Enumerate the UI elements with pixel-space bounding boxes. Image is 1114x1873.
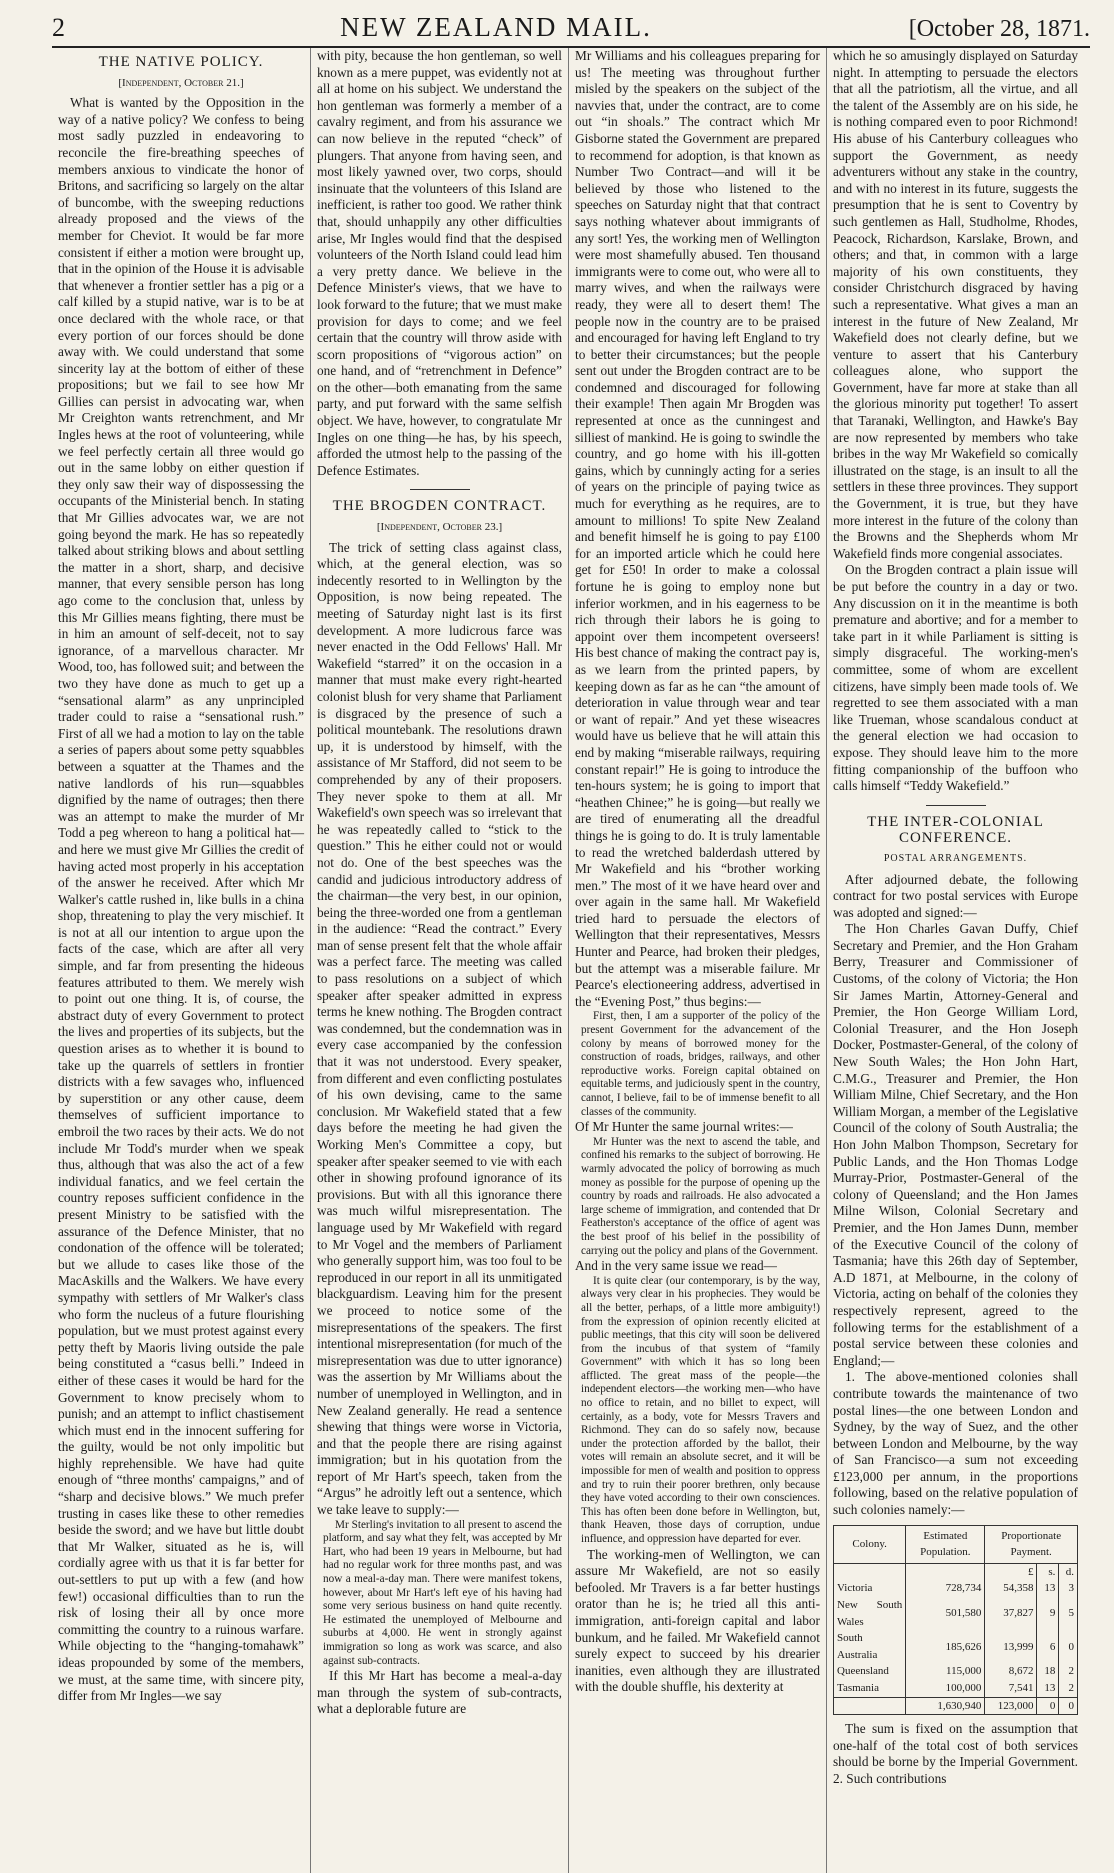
table-total-row [834, 1697, 1078, 1715]
table-unit: s. [1037, 1563, 1059, 1580]
masthead [52, 12, 1090, 48]
table-unit: d. [1059, 1563, 1078, 1580]
table-cell: 13 [1037, 1680, 1059, 1697]
table-header: Colony. [834, 1525, 906, 1563]
issue-date: [October 28, 1871. [908, 16, 1090, 42]
table-unit: £ [985, 1563, 1037, 1580]
article-paragraph: with pity, because the hon gentleman, so well known as a mere puppet, was evidently not at all at home on his subject. We understand the hon gentleman was formerly a member of a cavalry regiment, and from his assurance we can now believe in the reputed “check” of plungers. That anyone from having seen, and most likely yawned over, two corps, should insinuate that the volunteers of this Island are inefficient, is rather too good. We rather think that, should unhappily any other difficulties arise, Mr Ingles would find that the despised volunteers of the North Island could lead him a very pretty dance. We believe in the Defence Minister's views, that we have to look forward to the future; that we must make provision for days to come; and we feel certain that the country will throw aside with scorn propositions of “vigorous action” on one hand, and of “retrenchment in Defence” on the other—both emanating from the same party, and put forward with the same selfish object. We have, however, to congratulate Mr Ingles on one thing—he has, by his speech, afforded the utmost help to the passing of the Defence Estimates. [317, 48, 562, 478]
article-paragraph: The trick of setting class against class, which, at the general election, was so indecently resorted to in Wellington by the Opposition, is now being repeated. The meeting of Saturday night last is its first development. A more ludicrous farce was never enacted in the Odd Fellows' Hall. Mr Wakefield “starred” it on the occasion in a manner that must make every right-hearted colonist blush for very shame that Parliament is disgraced by the presence of such a political mountebank. The resolutions drawn up, it is understood by himself, with the assistance of Mr Stafford, did not seem to be comprehended by any of their proposers. They never spoke to them at all. Mr Wakefield's own speech was so irrelevant that he was repeatedly called to “stick to the question.” This he either could not or would not do. One of the best speeches was the candid and judicious introductory address of the chairman—the very best, in our opinion, being the three-worded one from a gentleman in the audience: “Read the contract.” Every man of sense present felt that the whole affair was a perfect farce. The meeting was called to pass resolutions on a subject of which speaker after speaker admitted in express terms he knew nothing. The Brogden contract was condemned, but the condemnation was in every case accompanied by the confession that it was not understood. Every speaker, from different and even conflicting postulates of his own devising, came to the same conclusion. Mr Wakefield stated that a few days before the meeting he had given the Working Men's Committee a copy, but speaker after speaker seemed to vie with each other in showing profound ignorance of its provisions. But with all this ignorance there was much wilful misrepresentation. The language used by Mr Wakefield with regard to Mr Vogel and the members of Parliament who generally support him, was too foul to be reproduced in our report in all its unmitigated blackguardism. Leaving him for the present we proceed to notice some of the misrepresentations of the speakers. The first intentional misrepresentation (for much of the misrepresentation was due to utter ignorance) was the assertion by Mr Williams about the number of unemployed in Wellington, and in New Zealand generally. He read a sentence shewing that things were worse in Victoria, and that the people there are rising against immigration; but in his quotation from the report of Mr Hart's speech, taken from the “Argus” he adroitly left out a sentence, which we take leave to supply:— [317, 539, 562, 1518]
table-cell [834, 1697, 906, 1715]
quoted-passage: It is quite clear (our contemporary, is by the way, always very clear in his prophecies. They would be all the better, perhaps, of a little more ambiguity!) from the expression of opinion recently elicited at public meetings, that this city will soon be delivered from the incubus of that system of “family Government” with which it has so long been afflicted. The great mass of the people—the independent electors—the working men—who have no office to retain, and no billet to expect, will certainly, as a body, vote for Messrs Travers and Richmond. They can do so safely now, because under the protection afforded by the ballot, their votes will remain an absolute secret, and it will be impossible for men of wealth and position to oppress and try to ruin their poorer brethren, only because they have voted according to their own consciences. This has often been done before in Wellington, but, thank Heaven, those days of corruption, undue influence, and oppression have departed for ever. [581, 1274, 820, 1545]
table-row [834, 1597, 1078, 1630]
table-cell: 1,630,940 [906, 1697, 985, 1715]
column-4 [826, 48, 1084, 1873]
quoted-passage: Mr Sterling's invitation to all present to ascend the platform, and say what they felt, was accepted by Mr Hart, who had been 19 years in Melbourne, but had had no regular work for three months past, and was now a meal-a-day man. There were manifest tokens, however, about Mr Hart's left eye of his having had some very serious business on hand quite recently. He estimated the unemployed of Melbourne and suburbs at 4,000. He went in strongly against immigration so long as work was scarce, and also against sub-contracts. [323, 1518, 562, 1667]
article-heading-brogden-contract: THE BROGDEN CONTRACT. [332, 498, 547, 515]
table-cell: 2 [1059, 1663, 1078, 1680]
table-cell: 3 [1059, 1580, 1078, 1597]
article-paragraph: The Hon Charles Gavan Duffy, Chief Secretary and Premier, and the Hon Graham Berry, Treasurer and Commissioner of Customs, of the colony of Victoria; the Hon Sir James Martin, Attorney-General and Premier, the Hon George William Lord, Colonial Treasurer, and the Hon Joseph Docker, Postmaster-General, of the colony of New South Wales; the Hon John Hart, C.M.G., Treasurer and Premier, the Hon William Milne, Chief Secretary, and the Hon William Morgan, a member of the Legislative Council of the colony of South Australia; the Hon John Malbon Thompson, Secretary for Public Lands, and the Hon Thomas Lodge Murray-Prior, Postmaster-General of the colony of Queensland; and the Hon James Milne Wilson, Colonial Secretary and Premier, and the Hon James Dunn, member of the Executive Council of the colony of Tasmania; have this 26th day of September, A.D 1871, at Melbourne, in the colony of Victoria, acting on behalf of the colonies they respectively represent, agreed to the following terms for the establishment of a postal service between these colonies and England;— [833, 921, 1078, 1368]
table-cell: Victoria [834, 1580, 906, 1597]
colony-payment-table [833, 1525, 1078, 1716]
article-source: [Independent, October 21.] [118, 76, 244, 89]
table-cell: 115,000 [906, 1663, 985, 1680]
column-2 [310, 48, 568, 1873]
table-row [834, 1580, 1078, 1597]
table-cell: 13 [1037, 1580, 1059, 1597]
table-cell: 0 [1059, 1630, 1078, 1663]
divider [926, 805, 986, 806]
column-3 [568, 48, 826, 1873]
table-cell: 13,999 [985, 1630, 1037, 1663]
table-row [834, 1630, 1078, 1663]
article-paragraph: And in the very same issue we read— [575, 1258, 777, 1274]
table-header: Estimated Population. [906, 1525, 985, 1563]
newspaper-title: NEW ZEALAND MAIL. [340, 12, 652, 42]
article-paragraph: The working-men of Wellington, we can assure Mr Wakefield, are not so easily befooled. Mr Travers is a far better hustings orator than he is; he tried all this anti-immigration, anti-foreign capital and labor bunkum, and he failed. Mr Wakefield cannot surely expect to succeed by his drearier inanities, even although they are illustrated with the double shuffle, his dexterity at [575, 1546, 820, 1695]
table-cell: 18 [1037, 1663, 1059, 1680]
article-paragraph: On the Brogden contract a plain issue will be put before the country in a day or two. Any discussion on it in the meantime is both premature and abortive; and for a member to take part in it while Parliament is sitting is simply disgraceful. The working-men's committee, some of whom are excellent citizens, have simply been made tools of. We regretted to see them associated with a man like Trueman, whose scandalous conduct at the general election we had occasion to expose. They should leave him to the more fitting companionship of the buffoon who calls himself “Teddy Wakefield.” [833, 562, 1078, 794]
table-cell: 185,626 [906, 1630, 985, 1663]
article-paragraph: Mr Williams and his colleagues preparing for us! The meeting was throughout further misled by the speakers on the subject of the navvies that, under the contract, are to come out “in shoals.” The contract which Mr Gisborne stated the Government are prepared to recommend for adoption, is that known as Number Two Contract—and will it be believed by those who listened to the speeches on Saturday night that that contract says nothing whatever about immigrants of any sort! Yes, the working men of Wellington were most shamefully abused. Ten thousand immigrants were to come out, who were all to marry wives, and when the railways were ready, they were all to desert them! The people now in the country are to be praised and encouraged for having left England to try to better their circumstances; but the people sent out under the Brogden contract are to be condemned and discouraged for following their example! Then again Mr Brogden was represented at once as the cunningest and silliest of mankind. He is going to swindle the country, and go home with his ill-gotten gains, which by cunningly acting for a series of years on the principle of paying twice as much for everything as he requires, are to amount to millions! To spite New Zealand and benefit himself he is going to pay £100 for an imported article which he could here get for £50! In order to make a colossal fortune he is going to employ none but inferior workmen, and in his eagerness to be rich through their labors he is going to appoint over them incompetent overseers! His best chance of making the contract pay is, as we learn from the printed papers, by keeping down as far as he can “the amount of deterioration in value through wear and tear or want of repair.” And yet these wiseacres would have us believe that he will attain this end by making “miserable railways, requiring constant repair!” He is going to introduce the ten-hours system; he is going to import that “heathen Chinee;” he is going—but really we are tired of enumerating all the dreadful things he is going to do. It is truly lamentable to read the wretched balderdash uttered by Mr Wakefield and his “brother working men.” The most of it we have heard over and over again in the same hall. Mr Wakefield tried hard to persuade the electors of Wellington that their representatives, Messrs Hunter and Pearce, had broken their pledges, but the attempt was a miserable failure. Mr Pearce's electioneering address, advertised in the “Evening Post,” thus begins:— [575, 48, 820, 1009]
table-cell: 501,580 [906, 1597, 985, 1630]
table-cell: 9 [1037, 1597, 1059, 1630]
table-row [834, 1680, 1078, 1697]
columns [52, 48, 1090, 1873]
table-cell: 728,734 [906, 1580, 985, 1597]
table-header: Proportionate Payment. [985, 1525, 1078, 1563]
article-paragraph: If this Mr Hart has become a meal-a-day man through the system of sub-contracts, what a deplorable future are [317, 1668, 562, 1717]
article-subheading: POSTAL ARRANGEMENTS. [883, 852, 1028, 864]
column-1 [52, 48, 310, 1873]
table-cell: 54,358 [985, 1580, 1037, 1597]
article-heading-intercolonial-conference: THE INTER-COLONIAL CONFERENCE. [867, 813, 1044, 847]
table-cell: 2 [1059, 1680, 1078, 1697]
table-cell: 0 [1059, 1697, 1078, 1715]
table-cell: Tasmania [834, 1680, 906, 1697]
quoted-passage: First, then, I am a supporter of the policy of the present Government for the advancement of the colony by means of borrowed money for the construction of roads, bridges, railways, and other reproductive works. Foreign capital obtained on equitable terms, and judiciously spent in the country, cannot, I believe, fail to be of immense benefit to all classes of the community. [581, 1010, 820, 1118]
article-paragraph: which he so amusingly displayed on Saturday night. In attempting to persuade the electors that all the patriotism, all the virtue, and all the talent of the Assembly are on his side, he is nothing compared even to poor Richmond! His abuse of his Canterbury colleagues who support the Government, as needy adventurers without any stake in the country, and with no interest in its future, suggests the presumption that he is sent to Coventry by such gentlemen as Hall, Studholme, Rhodes, Peacock, Richardson, Karslake, Brown, and others; and that, in common with a large majority of his own constituents, they consider Christchurch disgraced by having such a representative. What gives a man an interest in the future of New Zealand, Mr Wakefield does not clearly define, but we venture to assert that his Canterbury colleagues alone, who support the Government, have far more at stake than all the glorious minority put together! To assert that Taranaki, Wellington, and Hawke's Bay are now represented by members who take bribes in the way Mr Wakefield so comically illustrated on the stage, is an insult to all the settlers in these three provinces. They support the Government, it is true, but they have more interest in the future of the colony than the Browns and the Shepherds whom Mr Wakefield finds more congenial associates. [833, 48, 1078, 561]
divider [410, 489, 470, 490]
table-cell: 5 [1059, 1597, 1078, 1630]
table-cell: 7,541 [985, 1680, 1037, 1697]
table-cell: 0 [1037, 1697, 1059, 1715]
table-cell: 37,827 [985, 1597, 1037, 1630]
article-paragraph: 1. The above-mentioned colonies shall contribute towards the maintenance of two postal lines—the one between London and Sydney, by the way of Suez, and the other between London and Melbourne, by the way of San Francisco—a sum not exceeding £123,000 per annum, in the proportions following, based on the relative population of such colonies namely:— [833, 1369, 1078, 1518]
article-paragraph: After adjourned debate, the following contract for two postal services with Europe was adopted and signed:— [833, 871, 1078, 920]
article-paragraph: Of Mr Hunter the same journal writes:— [575, 1119, 793, 1135]
article-paragraph: The sum is fixed on the assumption that one-half of the total cost of both services should be borne by the Imperial Government. 2. Such contributions [833, 1721, 1078, 1786]
table-cell: South Australia [834, 1630, 906, 1663]
table-cell: 6 [1037, 1630, 1059, 1663]
article-source: [Independent, October 23.] [376, 521, 503, 534]
table-cell: 123,000 [985, 1697, 1037, 1715]
table-cell: 100,000 [906, 1680, 985, 1697]
article-heading-native-policy: THE NATIVE POLICY. [98, 54, 264, 70]
table-cell: New South Wales [834, 1597, 906, 1630]
table-cell: 8,672 [985, 1663, 1037, 1680]
page-number: 2 [52, 13, 65, 42]
table-row [834, 1663, 1078, 1680]
article-paragraph: What is wanted by the Opposition in the way of a native policy? We confess to being most sadly puzzled in endeavoring to reconcile the fire-breathing speeches of members anxious to vindicate the honor of Britons, and sacrificing so largely on the altar of buncombe, with the sweeping reductions already proposed and the views of the member for Cheviot. It would be far more consistent if either a motion were brought up, that in the opinion of the House it is advisable that whenever a frontier settler has a pig or a calf killed by a stupid native, war is to be at once declared with the whole race, or that every portion of our forces should be done away with. We could understand that some sincerity lay at the bottom of either of these propositions; but we fail to see how Mr Gillies can persist in advocating war, when Mr Creighton wants retrenchment, and Mr Ingles hews at the root of volunteering, while we feel perfectly certain all three would go out in the same lobby on either question if they only saw their way of dispossessing the occupants of the Ministerial bench. In stating that Mr Gillies advocates war, we are not going beyond the mark. He has so repeatedly talked about striking blows and about settling the matter in a short, sharp, and decisive manner, that every sensible person has long ago come to the conclusion that, unless by this Mr Gillies means fighting, there must be in him an amount of self-deceit, not to say ignorance, of a marvellous character. Mr Wood, too, has followed suit; and between the two they have done as much to get up a “sensational alarm” as any unprincipled trader could to raise a “sensational rush.” First of all we had a motion to lay on the table a series of papers about some petty squabbles between a squatter at the Thames and the native landlords of his run—squabbles dignified by the name of outrages; then there was an attempt to make the murder of Mr Todd a peg whereon to hang a political hat—and here we must give Mr Gillies the credit of having acted most properly in his acceptation of the answer he received. After which Mr Walker's cattle rushed in, like bulls in a china shop, threatening to play the very mischief. It is not at all our intention to argue upon the facts of the case, which are after all very simple, and far from presenting the hideous features attributed to them. We merely wish to point out one thing. It is, of course, the abstract duty of every Government to protect the lives and properties of its subjects, but the question arises as to whether it is bound to take up the quarrels of settlers in frontier districts with a few savages who, influenced by superstition or any other cause, deem themselves of sufficient importance to embroil the two races by their acts. We do not include Mr Todd's murder when we speak thus, although that was also the act of a few individual fanatics, and we feel certain the country reposes sufficient confidence in the present Ministry to be satisfied with the assurance of the Defence Minister, that no condonation of the offence will be tolerated; but we allude to cases like those of the MacAskills and the Walkers. We have every sympathy with settlers of Mr Walker's class who form the nucleus of a future flourishing population, but we must protest against every petty theft by Maoris living outside the pale being constituted a “casus belli.” Indeed in either of these cases it would be hard for the Government to know precisely whom to punish; and an attempt to inflict chastisement which must end in the innocent suffering for the guilty, would be not only impolitic but highly reprehensible. We have had quite enough of “three months' campaigns,” and of “sharp and decisive blows.” We much prefer trusting in cases like these to other remedies beside the sword; and we have but little doubt that Mr Walker, situated as he is, will cordially agree with us that it is far better for out-settlers to put up with a few (and how few!) occasional difficulties than to run the risk of losing their all by once more committing the country to a ruinous warfare. While objecting to the “hanging-tomahawk” ideas propounded by some of the members, we must, at the same time, with sincere pity, differ from Mr Ingles—we say [58, 95, 304, 1704]
quoted-passage: Mr Hunter was the next to ascend the table, and confined his remarks to the subject of borrowing. He warmly advocated the policy of borrowing as much money as possible for the purpose of opening up the country by roads and railroads. He also advocated a large scheme of immigration, and contended that Dr Featherston's acceptance of the office of agent was the best proof of his belief in the possibility of carrying out the policy and plans of the Government. [581, 1135, 820, 1257]
table-cell: Queensland [834, 1663, 906, 1680]
